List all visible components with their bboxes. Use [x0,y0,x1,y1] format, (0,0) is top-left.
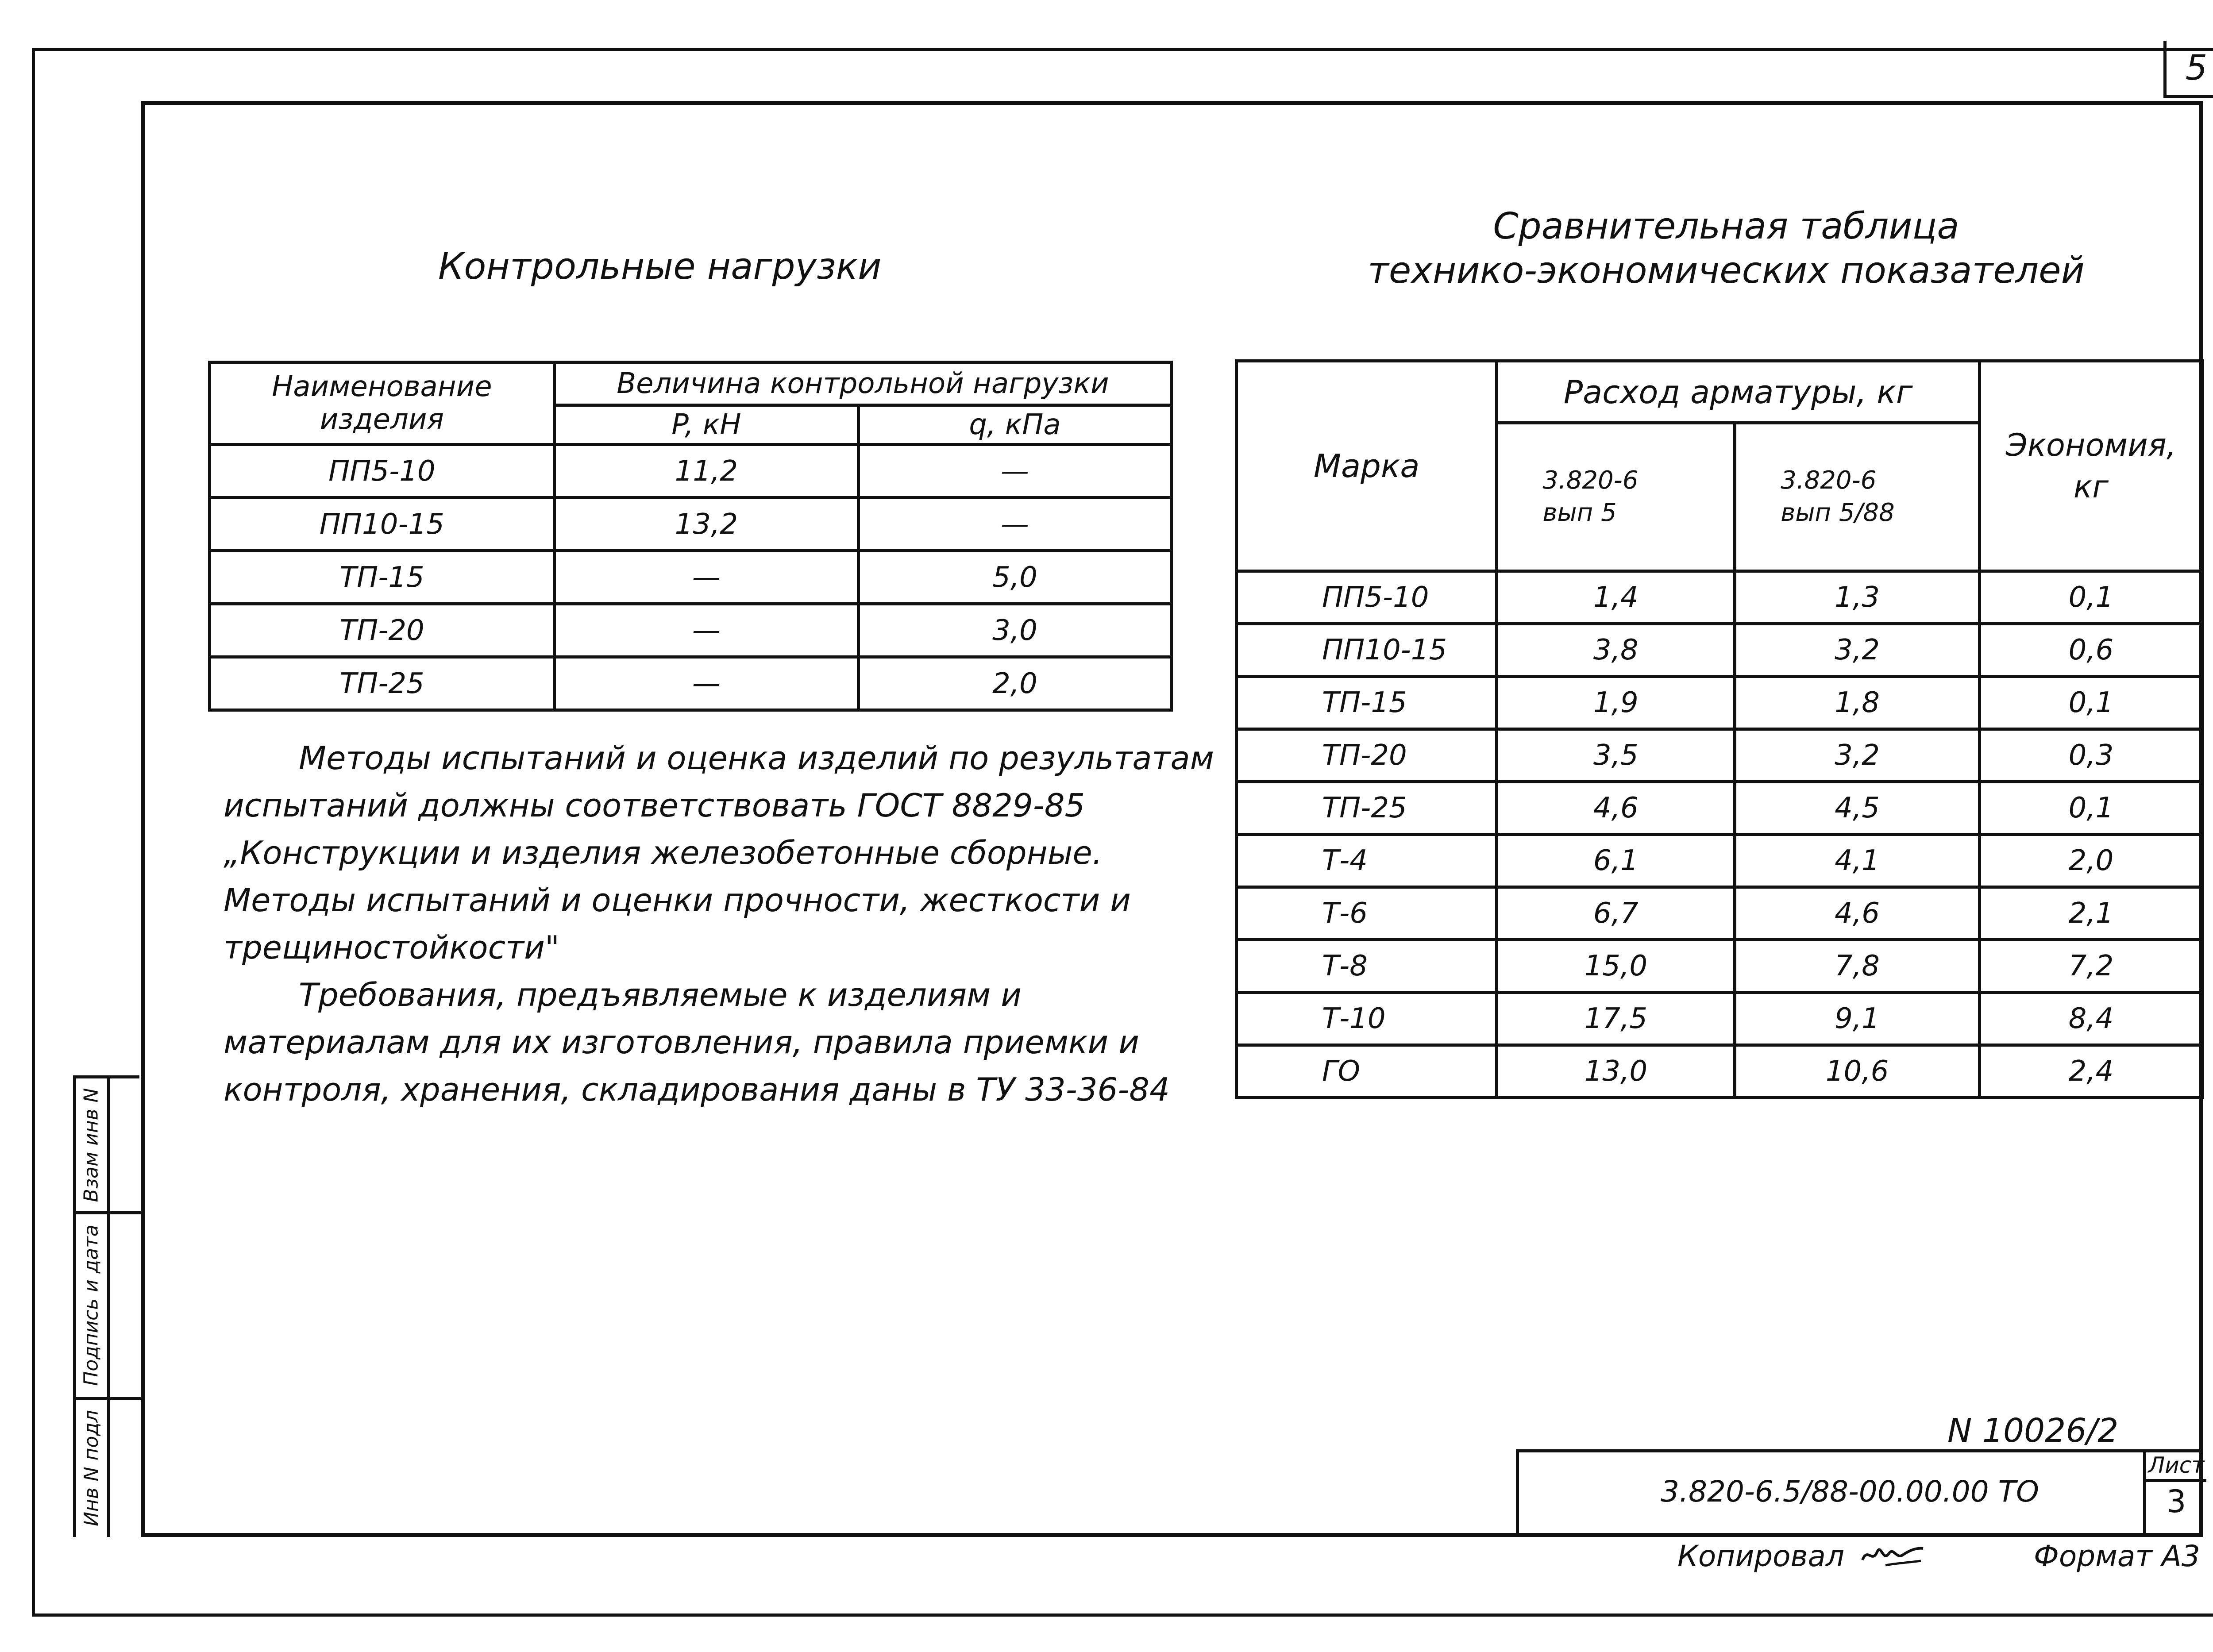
value-old: 4,6 [1497,782,1735,835]
value-new: 3,2 [1735,624,1980,677]
value-old: 3,5 [1497,729,1735,782]
strip-label-replace-inv: Взам инв N [80,1088,103,1202]
load-q: 5,0 [858,551,1171,604]
header-series-new-line1: 3.820-6 [1781,466,1877,495]
format-label: Формат А3 [2034,1539,2200,1573]
header-economy [1979,361,2202,571]
value-old: 13,0 [1497,1045,1735,1098]
value-old: 17,5 [1497,993,1735,1045]
strip-divider [107,1078,110,1537]
loads-title: Контрольные нагрузки [438,246,882,288]
value-old: 6,7 [1497,887,1735,940]
value-new: 1,3 [1735,571,1980,624]
table-row [1237,571,2203,624]
table-row [210,551,1172,604]
inventory-number: N 10026/2 [1947,1412,2119,1450]
value-new: 4,1 [1735,835,1980,887]
mark-cell: ТП-25 [1237,782,1497,835]
value-economy: 0,1 [1979,571,2202,624]
mark-cell: Т-6 [1237,887,1497,940]
value-new: 4,6 [1735,887,1980,940]
product-name: ПП10-15 [210,498,555,551]
header-mark: Марка [1237,361,1497,571]
value-old: 15,0 [1497,940,1735,993]
product-name: ТП-15 [210,551,555,604]
value-economy: 8,4 [1979,993,2202,1045]
mark-cell: Т-8 [1237,940,1497,993]
load-q: 2,0 [858,657,1171,710]
sheet-cell [2143,1452,2206,1537]
header-p: P, кН [554,405,858,445]
value-new: 4,5 [1735,782,1980,835]
load-p: 13,2 [554,498,858,551]
header-series-old-line2: вып 5 [1542,498,1617,527]
product-name: ПП5-10 [210,445,555,498]
header-series-new-line2: вып 5/88 [1781,498,1895,527]
value-economy: 0,3 [1979,729,2202,782]
mark-cell: ПП10-15 [1237,624,1497,677]
value-old: 1,9 [1497,677,1735,729]
header-q: q, кПа [858,405,1171,445]
value-economy: 0,1 [1979,677,2202,729]
load-p: 11,2 [554,445,858,498]
value-economy: 2,1 [1979,887,2202,940]
mark-cell: ТП-15 [1237,677,1497,729]
mark-cell: Т-10 [1237,993,1497,1045]
load-q: — [858,498,1171,551]
value-old: 3,8 [1497,624,1735,677]
sheet-number: 3 [2166,1483,2186,1520]
sheet-label: Лист [2146,1452,2206,1482]
value-economy: 2,4 [1979,1045,2202,1098]
header-series-old-line1: 3.820-6 [1542,466,1639,495]
table-row [1237,940,2203,993]
value-new: 10,6 [1735,1045,1980,1098]
load-q: 3,0 [858,604,1171,657]
methods-text [224,735,1219,1113]
document-code: 3.820-6.5/88-00.00.00 ТО [1661,1475,2039,1509]
copied-label: Копировал [1677,1539,1845,1573]
header-economy-line1: Экономия, [2005,427,2177,463]
side-stamp-strip [73,1075,139,1537]
table-row [210,657,1172,710]
table-row [1237,729,2203,782]
control-loads-table [208,361,1173,712]
product-name: ТП-25 [210,657,555,710]
table-row [1237,835,2203,887]
table-row [1237,782,2203,835]
comparison-title [1337,204,2116,293]
value-old: 1,4 [1497,571,1735,624]
comparison-title-line1: Сравнительная таблица [1493,205,1959,247]
header-economy-line2: кг [2073,469,2109,505]
comparison-table [1235,359,2204,1099]
header-series-old [1497,423,1735,571]
value-economy: 2,0 [1979,835,2202,887]
copier-signature [1859,1538,1925,1573]
load-q: — [858,445,1171,498]
value-new: 7,8 [1735,940,1980,993]
title-block [1516,1449,2203,1537]
value-economy: 0,1 [1979,782,2202,835]
mark-cell: Т-4 [1237,835,1497,887]
load-p: — [554,604,858,657]
table-row [210,498,1172,551]
product-name: ТП-20 [210,604,555,657]
mark-cell: ПП5-10 [1237,571,1497,624]
page-number: 5 [2163,41,2213,98]
value-economy: 7,2 [1979,940,2202,993]
strip-label-inv-original: Инв N подл [80,1409,103,1526]
load-p: — [554,551,858,604]
load-p: — [554,657,858,710]
value-new: 1,8 [1735,677,1980,729]
header-product-name: Наименование изделия [210,362,555,445]
strip-label-signature-date: Подпись и дата [80,1225,103,1386]
table-row [210,445,1172,498]
methods-paragraph: Методы испытаний и оценка изделий по результатам испытаний должны соответствовать ГОСТ 8829-85 „Конструкции и изделия железобетонные сборные. Методы испытаний и оценки прочности, жесткости и трещиностойкости" [224,739,1214,966]
table-row [1237,624,2203,677]
value-new: 3,2 [1735,729,1980,782]
header-reinforcement-consumption: Расход арматуры, кг [1497,361,1980,423]
value-old: 6,1 [1497,835,1735,887]
table-row [1237,677,2203,729]
table-row [1237,887,2203,940]
table-row [1237,993,2203,1045]
mark-cell: ТП-20 [1237,729,1497,782]
requirements-paragraph: Требования, предъявляемые к изделиям и материалам для их изготовления, правила приемки и контроля, хранения, складирования даны в ТУ 33-36-84 [224,976,1170,1108]
header-load-value: Величина контрольной нагрузки [554,362,1171,405]
header-series-new [1735,423,1980,571]
table-row [210,604,1172,657]
mark-cell: ГО [1237,1045,1497,1098]
value-economy: 0,6 [1979,624,2202,677]
value-new: 9,1 [1735,993,1980,1045]
comparison-title-line2: технико-экономических показателей [1368,250,2085,292]
table-row [1237,1045,2203,1098]
